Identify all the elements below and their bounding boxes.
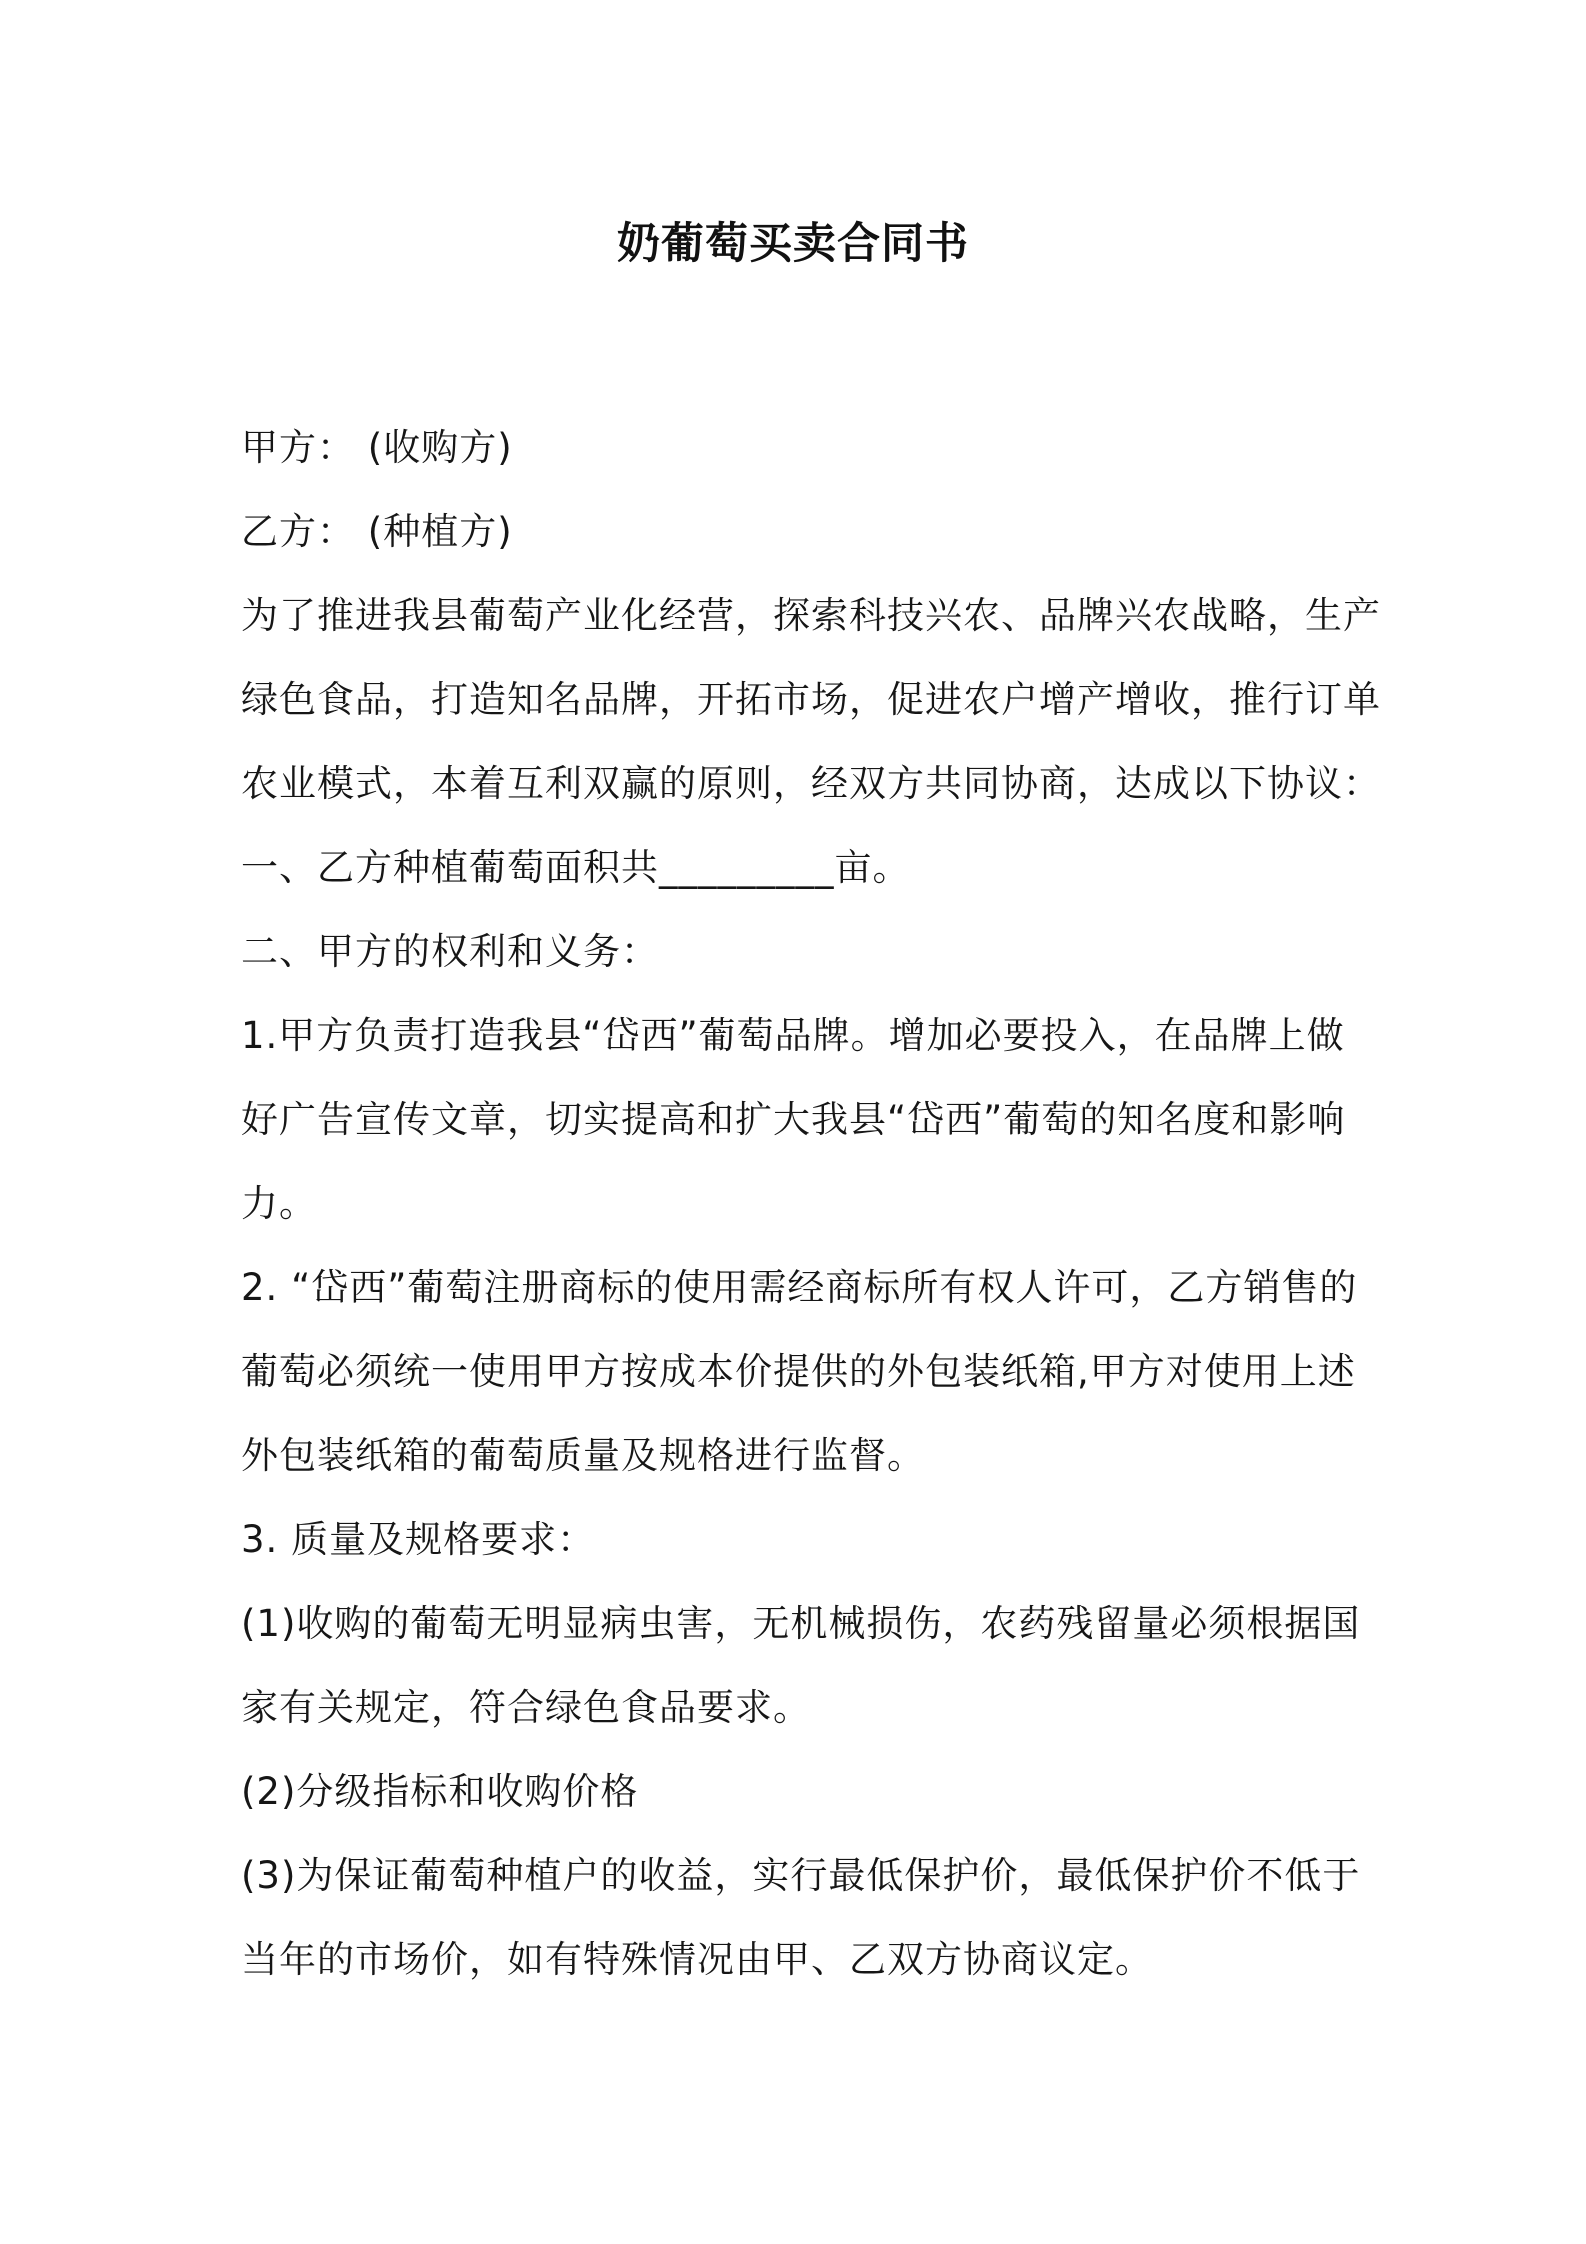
preamble-line: 绿色食品，打造知名品牌，开拓市场，促进农户增产增收，推行订单: [241, 678, 1381, 721]
item-1-line: 1.甲方负责打造我县“岱西”葡萄品牌。增加必要投入，在品牌上做: [241, 1014, 1345, 1057]
item-1-line: 好广告宣传文章，切实提高和扩大我县“岱西”葡萄的知名度和影响: [241, 1098, 1346, 1141]
party-b-line: 乙方： (种植方): [241, 510, 513, 553]
clause-1-line: 一、乙方种植葡萄面积共_________亩。: [241, 846, 911, 889]
sub-item-2-line: (2)分级指标和收购价格: [241, 1770, 639, 1813]
preamble-line: 为了推进我县葡萄产业化经营，探索科技兴农、品牌兴农战略，生产: [241, 594, 1381, 637]
item-2-line: 外包装纸箱的葡萄质量及规格进行监督。: [241, 1434, 925, 1477]
item-2-line: 2. “岱西”葡萄注册商标的使用需经商标所有权人许可，乙方销售的: [241, 1266, 1358, 1309]
preamble-line: 农业模式，本着互利双赢的原则，经双方共同协商，达成以下协议：: [241, 762, 1381, 805]
item-1-line: 力。: [241, 1182, 317, 1225]
item-2-line: 葡萄必须统一使用甲方按成本价提供的外包装纸箱,甲方对使用上述: [241, 1350, 1356, 1393]
document-title: 奶葡萄买卖合同书: [617, 219, 969, 269]
item-3-heading: 3. 质量及规格要求：: [241, 1518, 596, 1561]
party-a-line: 甲方： (收购方): [241, 426, 513, 469]
document-body: [241, 406, 1381, 2002]
sub-item-1-line: 家有关规定，符合绿色食品要求。: [241, 1686, 811, 1729]
sub-item-3-line: (3)为保证葡萄种植户的收益，实行最低保护价，最低保护价不低于: [241, 1854, 1361, 1897]
clause-2-heading: 二、甲方的权利和义务：: [241, 930, 659, 973]
sub-item-3-line: 当年的市场价，如有特殊情况由甲、乙双方协商议定。: [241, 1938, 1153, 1981]
sub-item-1-line: (1)收购的葡萄无明显病虫害，无机械损伤，农药残留量必须根据国: [241, 1602, 1361, 1645]
